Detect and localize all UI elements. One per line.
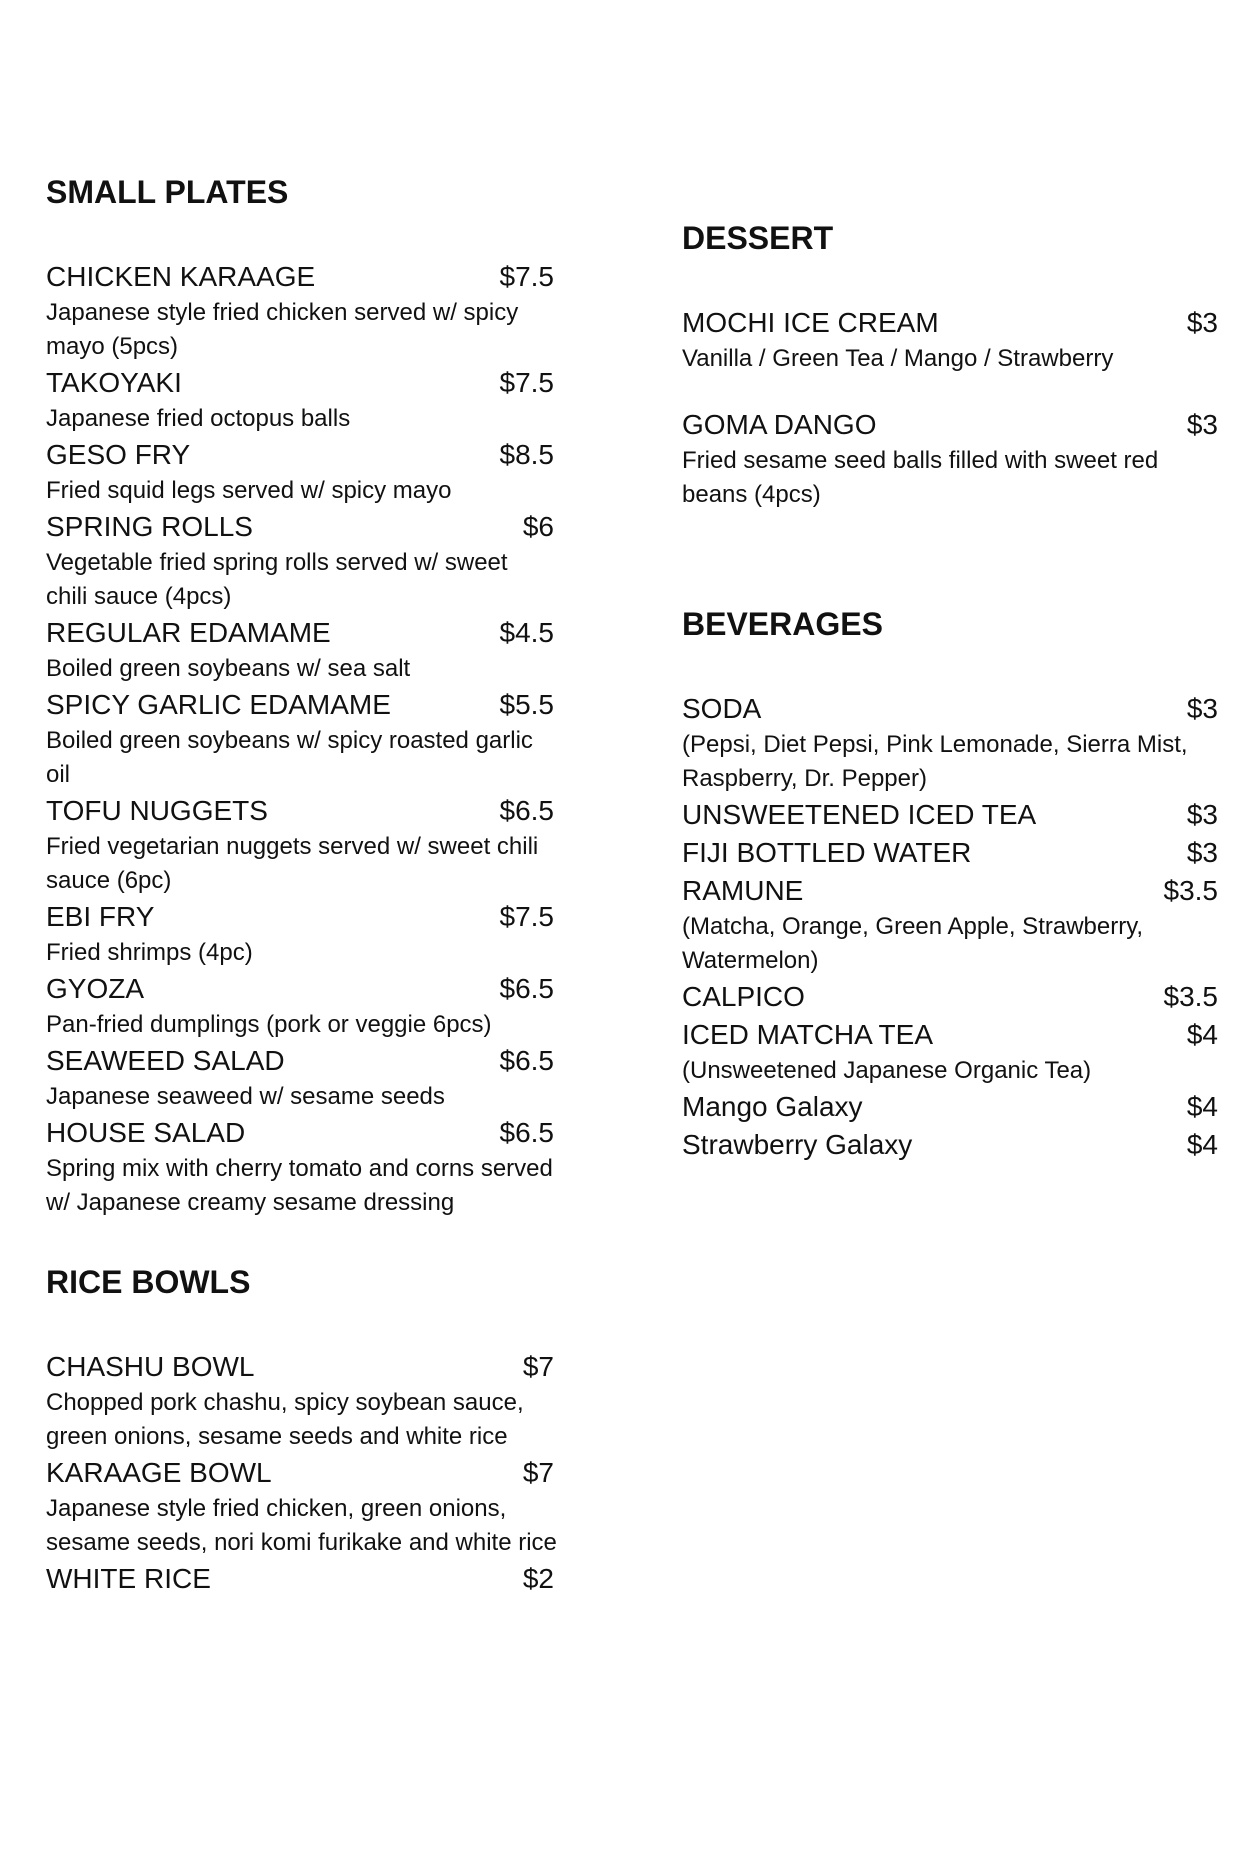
menu-item-row <box>46 364 606 402</box>
item-description: Boiled green soybeans w/ sea salt <box>46 655 411 682</box>
item-description: Fried vegetarian nuggets served w/ sweet chili <box>46 833 539 860</box>
item-name: MOCHI ICE CREAM <box>682 307 939 338</box>
item-description: Fried shrimps (4pc) <box>46 939 253 966</box>
menu-item-tofu-nuggets <box>46 792 606 898</box>
item-price: $3 <box>1186 307 1218 338</box>
item-name: CHASHU BOWL <box>46 1351 255 1382</box>
item-name: TAKOYAKI <box>46 367 182 398</box>
right-column <box>682 218 1218 1164</box>
item-price: $3 <box>1186 409 1218 440</box>
menu-item-geso-fry <box>46 436 606 508</box>
menu-item-row <box>682 406 1218 444</box>
menu-item-iced-matcha-tea <box>682 1016 1218 1088</box>
item-description: Japanese style fried chicken, green onions, <box>46 1495 507 1522</box>
item-price: $7.5 <box>499 901 554 932</box>
item-price: $8.5 <box>499 439 554 470</box>
menu-item-white-rice <box>46 1560 606 1598</box>
item-description: Vanilla / Green Tea / Mango / Strawberry <box>682 345 1114 372</box>
item-description: (Pepsi, Diet Pepsi, Pink Lemonade, Sierra Mist, <box>682 731 1188 758</box>
item-price: $3 <box>1186 837 1218 868</box>
menu-item-row <box>46 686 606 724</box>
item-price: $4 <box>1186 1091 1218 1122</box>
section-title-rice-bowls: RICE BOWLS <box>46 1264 251 1300</box>
item-price: $5.5 <box>499 689 554 720</box>
item-name: WHITE RICE <box>46 1563 211 1594</box>
menu-item-ebi-fry <box>46 898 606 970</box>
menu-item-row <box>682 978 1218 1016</box>
item-price: $7 <box>522 1351 554 1382</box>
item-name: REGULAR EDAMAME <box>46 617 331 648</box>
item-description: beans (4pcs) <box>682 481 821 508</box>
item-name: SODA <box>682 693 762 724</box>
item-price: $6.5 <box>499 795 554 826</box>
item-price: $7.5 <box>499 261 554 292</box>
item-name: FIJI BOTTLED WATER <box>682 837 972 868</box>
item-description: mayo (5pcs) <box>46 333 179 360</box>
rice-bowls-list <box>46 1348 606 1598</box>
item-name: SPRING ROLLS <box>46 511 253 542</box>
menu-item-row <box>46 1454 606 1492</box>
item-description: w/ Japanese creamy sesame dressing <box>46 1189 455 1216</box>
menu-item-row <box>682 690 1218 728</box>
item-description: Fried squid legs served w/ spicy mayo <box>46 477 452 504</box>
item-description: sauce (6pc) <box>46 867 172 894</box>
item-price: $4 <box>1186 1129 1218 1160</box>
menu-item-row <box>46 1042 606 1080</box>
item-description: Watermelon) <box>682 947 819 974</box>
item-price: $6.5 <box>499 1045 554 1076</box>
item-price: $3.5 <box>1163 875 1218 906</box>
dessert-list <box>682 304 1218 512</box>
menu-item-mango-galaxy <box>682 1088 1218 1126</box>
item-price: $4 <box>1186 1019 1218 1050</box>
menu-item-row <box>682 796 1218 834</box>
menu-item-chashu-bowl <box>46 1348 606 1454</box>
item-price: $7 <box>522 1457 554 1488</box>
item-price: $6.5 <box>499 1117 554 1148</box>
item-description: (Unsweetened Japanese Organic Tea) <box>682 1057 1092 1084</box>
item-name: RAMUNE <box>682 875 804 906</box>
menu-item-spicy-garlic-edamame <box>46 686 606 792</box>
section-title-small-plates: SMALL PLATES <box>46 174 289 210</box>
menu-item-row <box>46 1114 606 1152</box>
item-description: Pan-fried dumplings (pork or veggie 6pcs) <box>46 1011 492 1038</box>
menu-item-row <box>46 1560 606 1598</box>
menu-item-unsweetened-iced-tea <box>682 796 1218 834</box>
menu-item-takoyaki <box>46 364 606 436</box>
item-price: $6.5 <box>499 973 554 1004</box>
item-name: GOMA DANGO <box>682 409 877 440</box>
menu-item-row <box>46 258 606 296</box>
item-description: Spring mix with cherry tomato and corns served <box>46 1155 553 1182</box>
menu-item-chicken-karaage <box>46 258 606 364</box>
menu-item-soda <box>682 690 1218 796</box>
section-title-dessert: DESSERT <box>682 220 834 256</box>
menu-item-row <box>46 792 606 830</box>
item-name: GYOZA <box>46 973 145 1004</box>
beverages-list <box>682 690 1218 1164</box>
item-name: CALPICO <box>682 981 805 1012</box>
menu-item-row <box>682 872 1218 910</box>
menu-item-row <box>46 436 606 474</box>
menu-item-spring-rolls <box>46 508 606 614</box>
item-name: ICED MATCHA TEA <box>682 1019 934 1050</box>
menu-item-row <box>682 1126 1218 1164</box>
item-name: EBI FRY <box>46 901 155 932</box>
item-price: $7.5 <box>499 367 554 398</box>
menu-item-row <box>682 1088 1218 1126</box>
menu-item-strawberry-galaxy <box>682 1126 1218 1164</box>
left-column <box>46 172 606 1598</box>
item-description: sesame seeds, nori komi furikake and white rice <box>46 1529 557 1556</box>
item-description: chili sauce (4pcs) <box>46 583 232 610</box>
menu-item-row <box>46 970 606 1008</box>
item-name: Mango Galaxy <box>682 1091 863 1122</box>
menu-item-house-salad <box>46 1114 606 1220</box>
item-description: Fried sesame seed balls filled with sweet red <box>682 447 1159 474</box>
menu-item-row <box>46 508 606 546</box>
item-description: Vegetable fried spring rolls served w/ sweet <box>46 549 508 576</box>
item-name: SPICY GARLIC EDAMAME <box>46 689 391 720</box>
item-name: SEAWEED SALAD <box>46 1045 285 1076</box>
item-name: UNSWEETENED ICED TEA <box>682 799 1037 830</box>
item-price: $6 <box>522 511 554 542</box>
menu-item-row <box>46 614 606 652</box>
item-description: Boiled green soybeans w/ spicy roasted garlic <box>46 727 533 754</box>
menu-item-seaweed-salad <box>46 1042 606 1114</box>
menu-item-row <box>46 1348 606 1386</box>
section-title-beverages: BEVERAGES <box>682 606 883 642</box>
menu-item-row <box>682 1016 1218 1054</box>
item-description: Raspberry, Dr. Pepper) <box>682 765 927 792</box>
item-description: oil <box>46 761 71 788</box>
menu-item-calpico <box>682 978 1218 1016</box>
item-name: TOFU NUGGETS <box>46 795 268 826</box>
item-description: Japanese fried octopus balls <box>46 405 351 432</box>
item-name: Strawberry Galaxy <box>682 1129 913 1160</box>
item-description: (Matcha, Orange, Green Apple, Strawberry, <box>682 913 1144 940</box>
item-description: Japanese style fried chicken served w/ spicy <box>46 299 519 326</box>
item-description: Japanese seaweed w/ sesame seeds <box>46 1083 445 1110</box>
menu-item-regular-edamame <box>46 614 606 686</box>
menu-item-fiji-bottled-water <box>682 834 1218 872</box>
item-price: $2 <box>522 1563 554 1594</box>
menu-item-karaage-bowl <box>46 1454 606 1560</box>
item-price: $3 <box>1186 693 1218 724</box>
item-name: HOUSE SALAD <box>46 1117 246 1148</box>
item-price: $3 <box>1186 799 1218 830</box>
menu-item-goma-dango <box>682 406 1218 512</box>
item-name: CHICKEN KARAAGE <box>46 261 316 292</box>
menu-item-row <box>682 304 1218 342</box>
item-price: $3.5 <box>1163 981 1218 1012</box>
menu-item-row <box>682 834 1218 872</box>
menu-item-row <box>46 898 606 936</box>
small-plates-list <box>46 258 606 1220</box>
item-name: GESO FRY <box>46 439 191 470</box>
item-price: $4.5 <box>499 617 554 648</box>
item-description: Chopped pork chashu, spicy soybean sauce, <box>46 1389 524 1416</box>
menu-item-gyoza <box>46 970 606 1042</box>
menu-item-mochi-ice-cream <box>682 304 1218 376</box>
menu-item-ramune <box>682 872 1218 978</box>
item-name: KARAAGE BOWL <box>46 1457 272 1488</box>
item-description: green onions, sesame seeds and white rice <box>46 1423 508 1450</box>
